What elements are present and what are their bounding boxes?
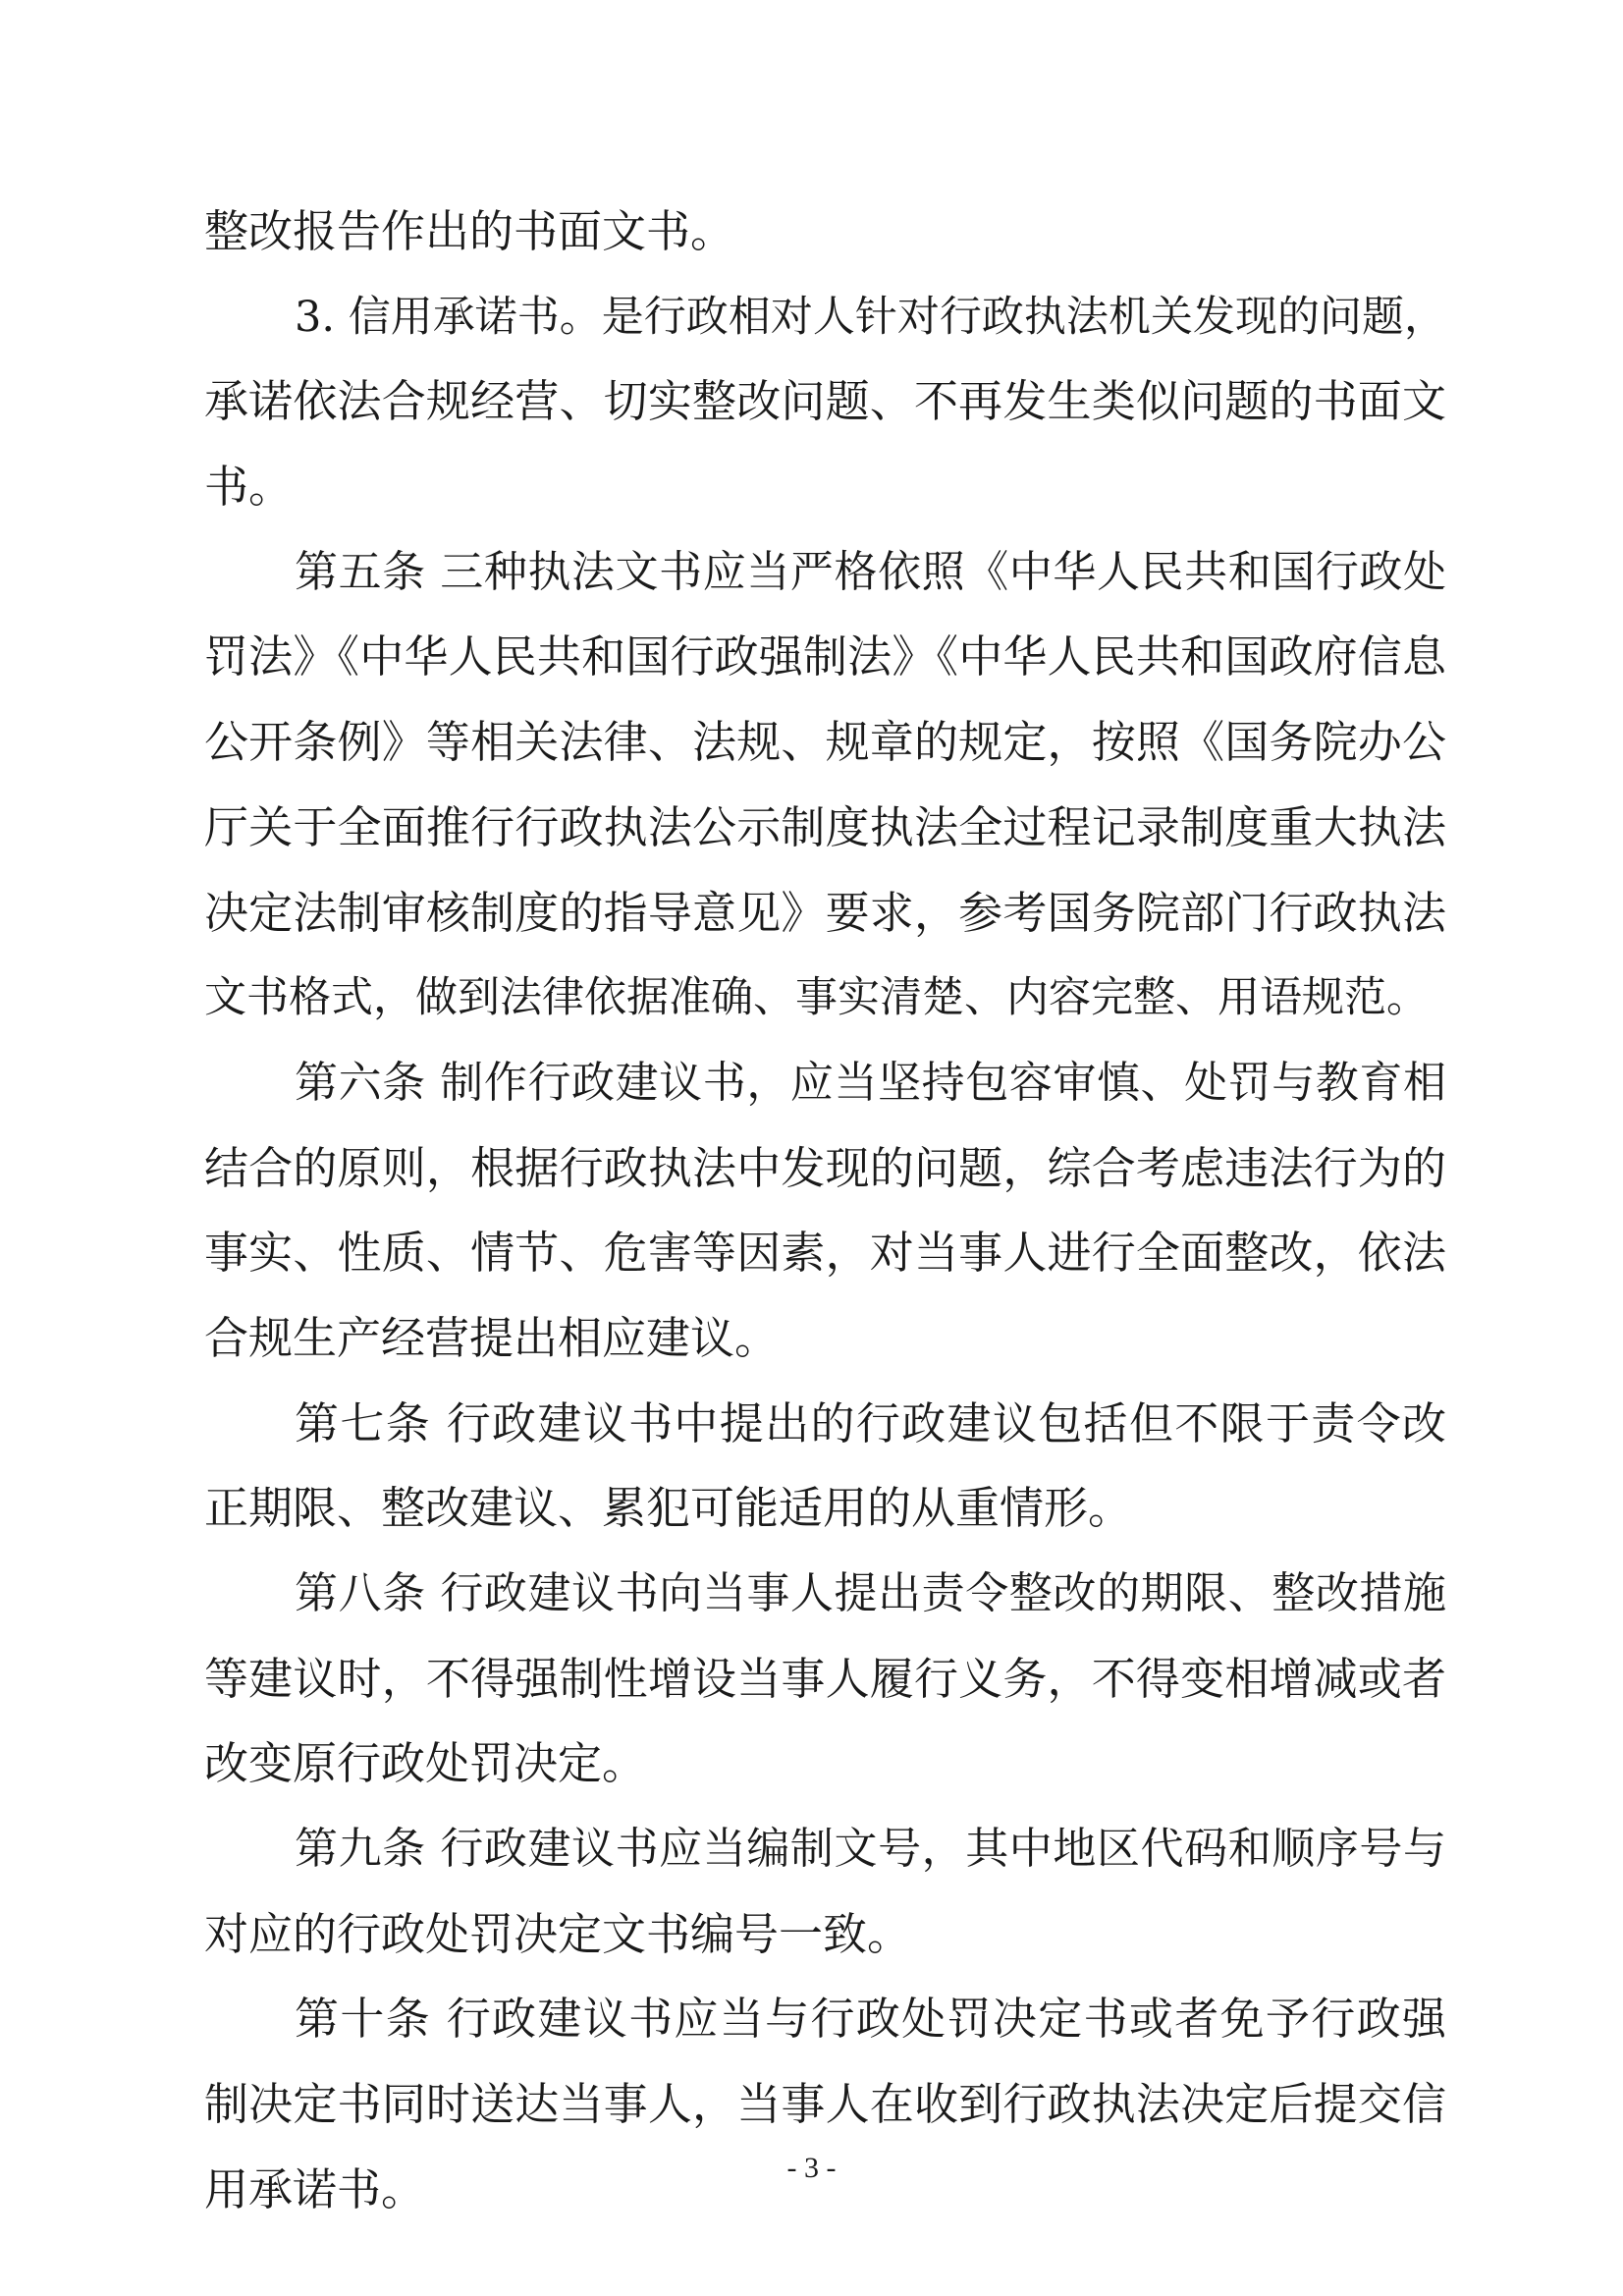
text-line: 第十条 行政建议书应当与行政处罚决定书或者免予行政强	[295, 1993, 1446, 2046]
text-line: 结合的原则，根据行政执法中发现的问题，综合考虑违法行为的	[204, 1141, 1446, 1194]
text-line: 改变原行政处罚决定。	[204, 1737, 647, 1790]
text-line: 第六条 制作行政建议书，应当坚持包容审慎、处罚与教育相	[295, 1057, 1446, 1108]
text-line: 等建议时，不得强制性增设当事人履行义务，不得变相增减或者	[204, 1652, 1446, 1705]
document-body	[204, 190, 1446, 2233]
text-line: 正期限、整改建议、累犯可能适用的从重情形。	[204, 1482, 1133, 1535]
text-line: 罚法》《中华人民共和国行政强制法》《中华人民共和国政府信息	[204, 630, 1446, 683]
text-line: 3. 信用承诺书。是行政相对人针对行政执法机关发现的问题，	[295, 292, 1446, 342]
text-line: 书。	[204, 461, 294, 514]
text-line: 用承诺书。	[204, 2162, 426, 2215]
text-line: 决定法制审核制度的指导意见》要求，参考国务院部门行政执法	[204, 886, 1446, 939]
text-line: 事实、性质、情节、危害等因素，对当事人进行全面整改，依法	[204, 1227, 1446, 1280]
text-line: 文书格式，做到法律依据准确、事实清楚、内容完整、用语规范。	[204, 973, 1429, 1023]
text-line: 第八条 行政建议书向当事人提出责令整改的期限、整改措施	[295, 1568, 1446, 1618]
text-line: 公开条例》等相关法律、法规、规章的规定，按照《国务院办公	[204, 716, 1446, 769]
text-line: 制决定书同时送达当事人，当事人在收到行政执法决定后提交信	[204, 2078, 1446, 2131]
text-line: 第七条 行政建议书中提出的行政建议包括但不限于责令改	[295, 1396, 1446, 1449]
text-line: 第五条 三种执法文书应当严格依照《中华人民共和国行政处	[295, 546, 1446, 597]
text-line: 厅关于全面推行行政执法公示制度执法全过程记录制度重大执法	[204, 800, 1446, 853]
text-line: 合规生产经营提出相应建议。	[204, 1311, 780, 1364]
text-line: 第九条 行政建议书应当编制文号，其中地区代码和顺序号与	[295, 1824, 1446, 1875]
text-line: 承诺依法合规经营、切实整改问题、不再发生类似问题的书面文	[204, 375, 1446, 428]
text-line: 对应的行政处罚决定文书编号一致。	[204, 1907, 912, 1960]
page-number: - 3 -	[786, 2152, 837, 2184]
text-line: 整改报告作出的书面文书。	[204, 205, 735, 257]
